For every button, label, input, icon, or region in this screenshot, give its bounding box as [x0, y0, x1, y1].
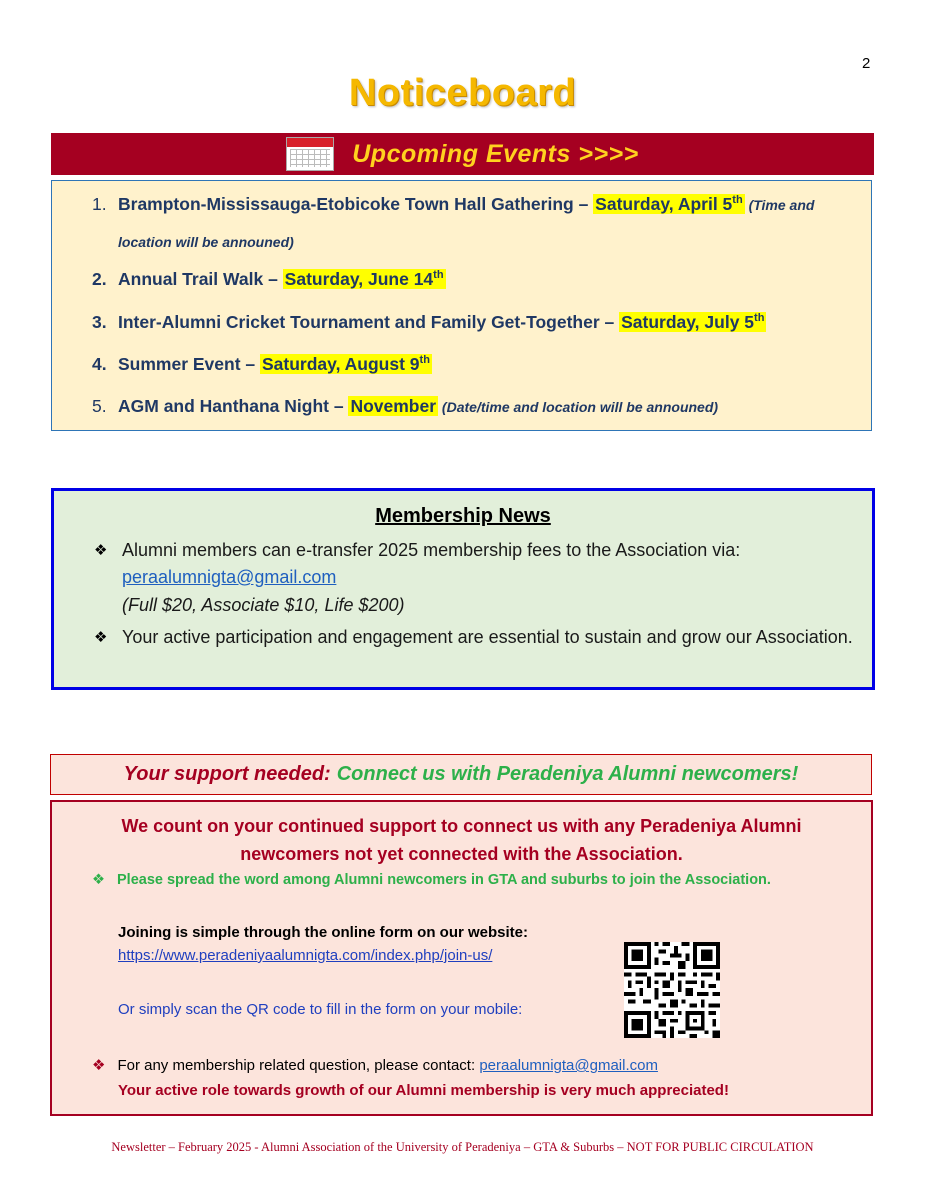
- membership-item: ❖ Your active participation and engagement are essential to sustain and grow our Association.: [94, 624, 862, 651]
- membership-fees: (Full $20, Associate $10, Life $200): [122, 595, 405, 615]
- event-item: 3. Inter-Alumni Cricket Tournament and Family Get-Together – Saturday, July 5th: [92, 312, 765, 332]
- join-url-link[interactable]: https://www.peradeniyaalumnigta.com/index.php/join-us/: [118, 947, 493, 964]
- scan-text: Or simply scan the QR code to fill in the form on your mobile:: [118, 1001, 523, 1018]
- upcoming-events-banner: [51, 133, 874, 175]
- event-date: Saturday, August 9th: [262, 354, 430, 374]
- spread-word: ❖ Please spread the word among Alumni newcomers in GTA and suburbs to join the Association.: [92, 872, 771, 888]
- event-item: 1. Brampton-Mississauga-Etobicoke Town Hall Gathering – Saturday, April 5th (Time and location will be announed): [92, 194, 815, 250]
- membership-email-link[interactable]: peraalumnigta@gmail.com: [122, 567, 337, 587]
- membership-item: ❖ Alumni members can e-transfer 2025 membership fees to the Association via: peraalumnigta@gmail.com: [94, 537, 862, 591]
- page-number: 2: [862, 55, 871, 72]
- page-title: Noticeboard: [348, 72, 577, 114]
- diamond-bullet-icon: ❖: [92, 1057, 106, 1074]
- event-item: 2. Annual Trail Walk – Saturday, June 14th: [92, 269, 444, 289]
- event-date: Saturday, July 5th: [621, 312, 765, 332]
- upcoming-events-title: Upcoming Events >>>>: [352, 139, 639, 168]
- support-box: [50, 800, 873, 1116]
- footer: Newsletter – February 2025 - Alumni Association of the University of Peradeniya – GTA & Suburbs – NOT FOR PUBLIC CIRCULATION: [111, 1140, 814, 1154]
- event-item: 5. AGM and Hanthana Night – November (Date/time and location will be announed): [92, 396, 719, 416]
- events-list: [51, 180, 872, 431]
- event-date: November: [350, 396, 437, 416]
- event-date: Saturday, April 5th: [595, 194, 743, 214]
- contact-email-link[interactable]: peraalumnigta@gmail.com: [479, 1057, 658, 1074]
- diamond-bullet-icon: ❖: [94, 542, 108, 559]
- event-date: Saturday, June 14th: [284, 269, 444, 289]
- support-lead: We count on your continued support to connect us with any Peradeniya Alumni newcomers not yet connected with the Association.: [121, 816, 802, 864]
- event-item: 4. Summer Event – Saturday, August 9th: [92, 354, 430, 374]
- membership-news-box: [51, 488, 875, 690]
- calendar-icon: [286, 137, 334, 171]
- membership-title: Membership News: [375, 505, 551, 527]
- diamond-bullet-icon: ❖: [94, 629, 108, 646]
- qr-code-icon[interactable]: [624, 942, 720, 1038]
- join-label: Joining is simple through the online form on our website:: [118, 924, 529, 941]
- support-banner: Your support needed: Connect us with Peradeniya Alumni newcomers!: [50, 754, 872, 795]
- contact-line: ❖ For any membership related question, please contact: peraalumnigta@gmail.com: [92, 1057, 658, 1074]
- diamond-bullet-icon: ❖: [92, 872, 105, 888]
- appreciation-text: Your active role towards growth of our Alumni membership is very much appreciated!: [118, 1082, 729, 1099]
